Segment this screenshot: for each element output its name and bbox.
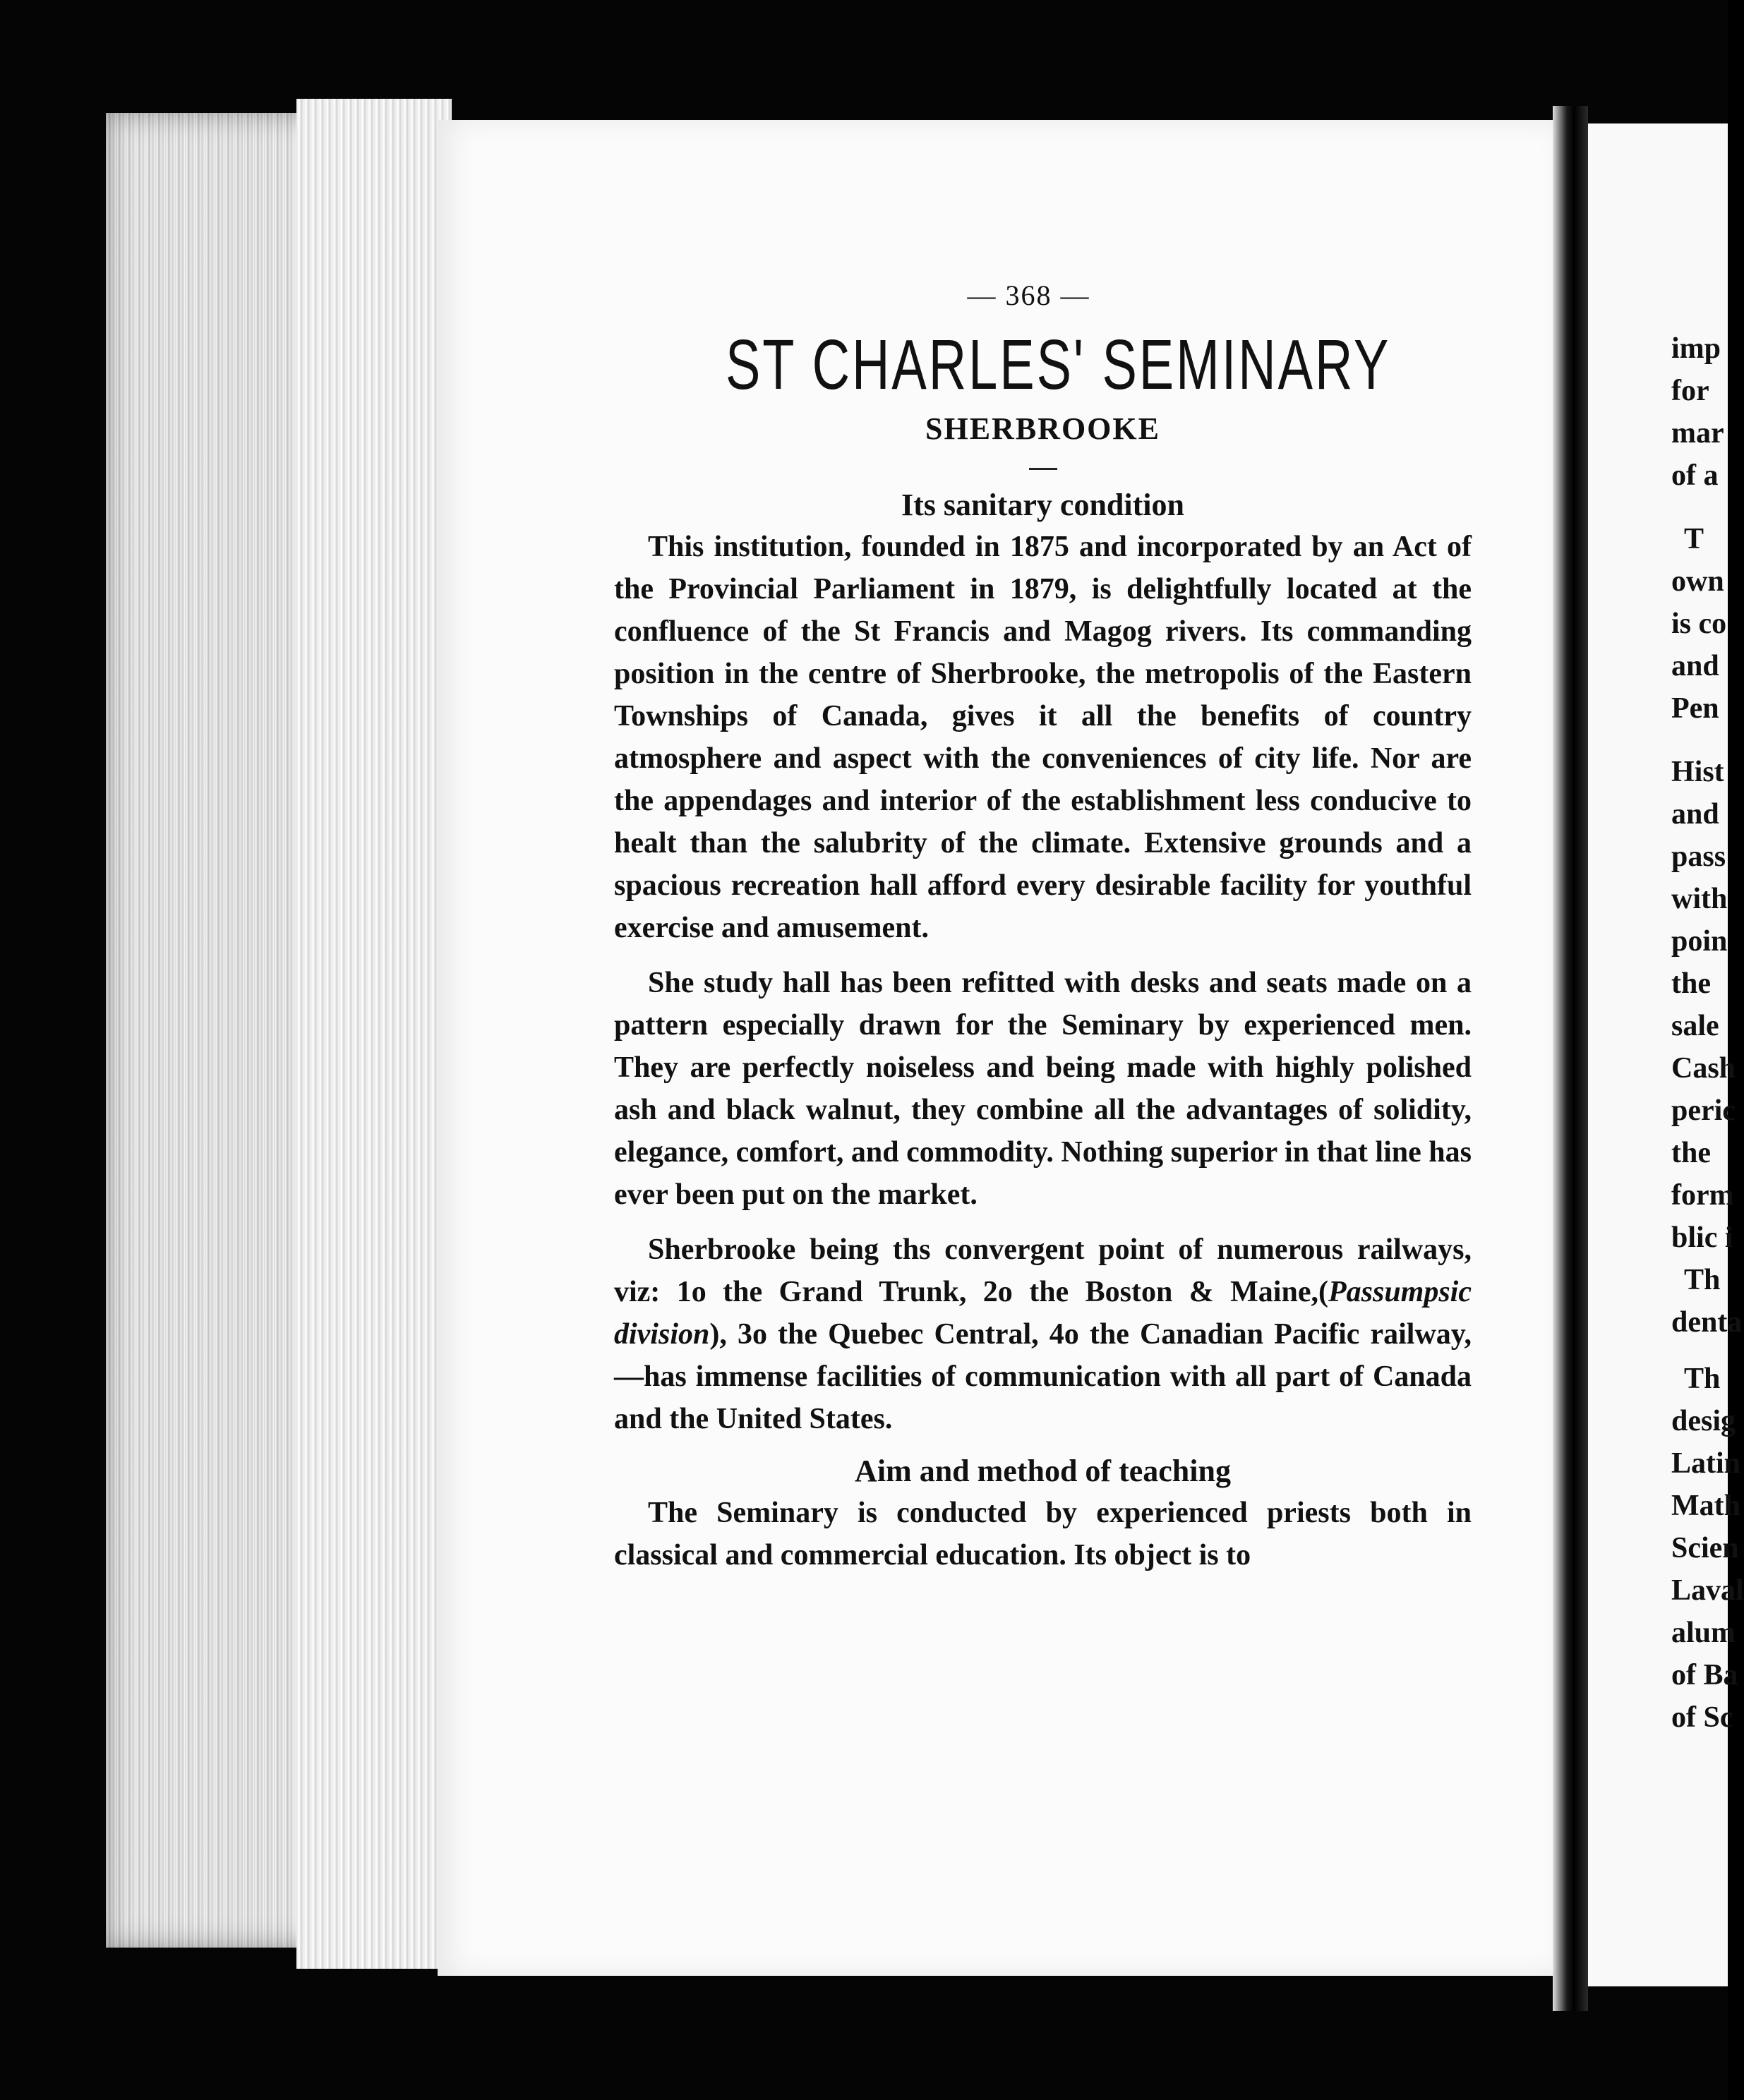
railways-text-start: Sherbrooke being ths convergent point of numerous railways, viz: 1o the Grand Trunk, 2o the Boston & Maine,( — [614, 1233, 1472, 1308]
facing-page-fragment: Pen — [1671, 692, 1719, 725]
facing-page-fragment: the — [1671, 967, 1711, 1000]
facing-page-fragment: and — [1671, 650, 1719, 682]
facing-page-fragment: of a — [1671, 459, 1719, 492]
facing-page-fragment: Th — [1684, 1264, 1721, 1296]
facing-page-fragment: Th — [1684, 1363, 1721, 1395]
facing-page-fragment: Latin — [1671, 1447, 1741, 1480]
facing-page-fragment: for — [1671, 375, 1709, 407]
facing-page-fragment: T — [1684, 523, 1704, 555]
paragraph-institution: This institution, founded in 1875 and incorporated by an Act of the Provincial Parliament in 1879, is delightfully located at the confluence of the St Francis and Magog rivers. Its commanding position in the centre of Sherbrooke, the metropolis of the Eastern Townships of Canada, gives it all the benefits of country atmosphere and aspect with the conveniences of city life. Nor are the appendages and interior of the establishment less conducive to healt than the salubrity of the climate. Extensive grounds and a spacious recreation hall afford every desirable facility for youthful exercise and amusement. — [614, 531, 1472, 944]
railways-text-end: ), 3o the Quebec Central, 4o the Canadian Pacific railway,—has immense facilities of communication with all part of Canada and the United States. — [614, 1318, 1472, 1435]
facing-page-fragment: blic i — [1671, 1221, 1733, 1254]
page-title: ST CHARLES' SEMINARY — [725, 325, 1391, 404]
facing-page-fragment: the — [1671, 1137, 1711, 1169]
facing-page-fragment: with — [1671, 883, 1728, 915]
facing-page-fragment: Math — [1671, 1490, 1740, 1522]
facing-page-fragment: poin — [1671, 925, 1728, 958]
facing-page-fragment: imp — [1671, 332, 1721, 365]
facing-page-fragment: Laval — [1671, 1574, 1744, 1607]
facing-page-fragment: is co — [1671, 608, 1727, 640]
page-text — [614, 279, 1472, 1576]
facing-page-fragment: alum — [1671, 1617, 1736, 1649]
facing-page-fragment: own — [1671, 565, 1724, 598]
facing-page-fragment: mar — [1671, 417, 1724, 449]
facing-page-fragment: Scien — [1671, 1532, 1739, 1564]
facing-page-fragment: desig — [1671, 1405, 1736, 1437]
page-edges-inner — [296, 99, 452, 1969]
facing-page-fragment: of Sc — [1671, 1701, 1733, 1734]
railways-text-italic: Passumpsic division — [614, 1276, 1472, 1351]
paragraph-seminary-conducted: The Seminary is conducted by experienced priests both in classical and commercial education. Its object is to — [614, 1497, 1472, 1571]
page-subtitle: SHERBROOKE — [925, 411, 1160, 446]
facing-page-fragment: and — [1671, 798, 1719, 831]
section-heading-teaching: Aim and method of teaching — [855, 1454, 1231, 1488]
section-heading-sanitary: Its sanitary condition — [901, 488, 1184, 522]
paragraph-railways — [614, 1229, 1472, 1440]
book-gutter — [1553, 106, 1588, 2011]
page-number: — 368 — — [967, 279, 1090, 311]
facing-page-fragment: form — [1671, 1179, 1734, 1212]
facing-page-fragment: Cash — [1671, 1052, 1736, 1085]
facing-page-fragment: sale — [1671, 1010, 1719, 1042]
facing-page-fragment: denta — [1671, 1306, 1743, 1339]
facing-page-fragment: pass — [1671, 840, 1726, 873]
paragraph-study-hall: She study hall has been refitted with desks and seats made on a pattern especially drawn for the Seminary by experienced men. They are perfectly noiseless and being made with highly polished ash and black walnut, they combine all the advantages of solidity, elegance, comfort, and commodity. Nothing superior in that line has ever been put on the market. — [614, 967, 1472, 1211]
facing-page-fragment: Hist — [1671, 756, 1724, 788]
facing-page-fragment: peric — [1671, 1094, 1736, 1127]
facing-page-fragment: of Ba — [1671, 1659, 1738, 1691]
title-rule — [1029, 468, 1057, 470]
